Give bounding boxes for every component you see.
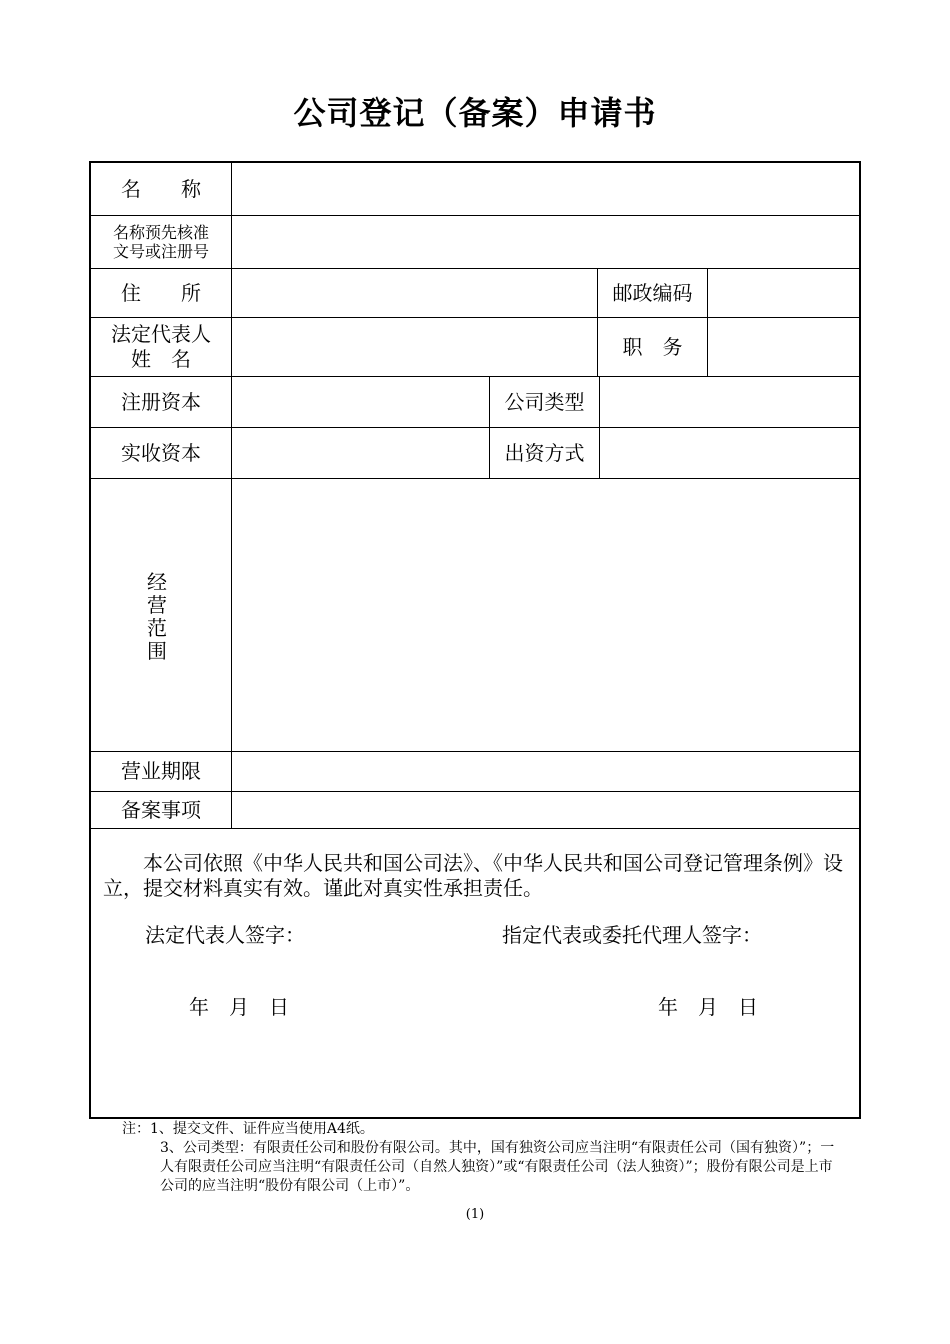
contribution-method-field[interactable] xyxy=(600,428,859,478)
footnote-1: 注：1、提交文件、证件应当使用A4纸。 xyxy=(122,1121,374,1137)
company-type-label: 公司类型 xyxy=(504,389,585,414)
agent-signature-label: 指定代表或委托代理人签字： xyxy=(502,923,762,947)
business-scope-field[interactable] xyxy=(232,479,859,751)
business-term-label: 营业期限 xyxy=(121,759,201,783)
date-right: 年 月 日 xyxy=(658,995,758,1019)
prior-approval-label-line1: 名称预先核准 xyxy=(112,222,209,242)
legal-rep-label xyxy=(91,318,231,376)
business-scope-label: 经营范围 xyxy=(147,570,167,663)
prior-approval-label xyxy=(91,216,231,268)
footnote-3: 3、公司类型：有限责任公司和股份有限公司。其中，国有独资公司应当注明“有限责任公司（国有独资）”；一人有限责任公司应当注明“有限责任公司（自然人独资）”或“有限责任公司（法人独资）”；股份有限公司是上市公司的应当注明“股份有限公司（上市）”。 xyxy=(160,1140,835,1194)
postal-code-field[interactable] xyxy=(708,269,859,317)
postal-code-label: 邮政编码 xyxy=(612,280,693,305)
contribution-method-label: 出资方式 xyxy=(504,440,585,465)
legal-rep-signature-label: 法定代表人签字： xyxy=(145,923,305,947)
registered-capital-label: 注册资本 xyxy=(121,389,201,414)
position-label: 职 务 xyxy=(622,334,683,359)
position-field[interactable] xyxy=(708,318,859,376)
declaration-text: 本公司依照《中华人民共和国公司法》、《中华人民共和国公司登记管理条例》设立，提交材料真实有效。谨此对真实性承担责任。 xyxy=(103,851,843,900)
business-term-field[interactable] xyxy=(232,752,859,791)
prior-approval-field[interactable] xyxy=(232,216,859,268)
company-type-field[interactable] xyxy=(600,377,859,427)
date-left: 年 月 日 xyxy=(189,995,289,1019)
registered-capital-field[interactable] xyxy=(232,377,489,427)
address-field[interactable] xyxy=(232,269,597,317)
name-field[interactable] xyxy=(232,163,859,215)
filing-items-label: 备案事项 xyxy=(121,797,201,822)
name-label: 名 称 xyxy=(121,176,201,201)
legal-rep-label-line1: 法定代表人 xyxy=(111,322,211,346)
paid-in-capital-label: 实收资本 xyxy=(121,440,201,465)
filing-items-field[interactable] xyxy=(232,792,859,828)
legal-rep-field[interactable] xyxy=(232,318,597,376)
address-label: 住 所 xyxy=(121,280,201,305)
page-title: 公司登记（备案）申请书 xyxy=(293,94,657,132)
paid-in-capital-field[interactable] xyxy=(232,428,489,478)
footnotes xyxy=(122,1120,842,1196)
application-form xyxy=(89,161,861,1119)
page-number: (1) xyxy=(465,1207,485,1222)
legal-rep-label-line2: 姓 名 xyxy=(131,347,191,371)
prior-approval-label-line2: 文号或注册号 xyxy=(112,242,209,261)
